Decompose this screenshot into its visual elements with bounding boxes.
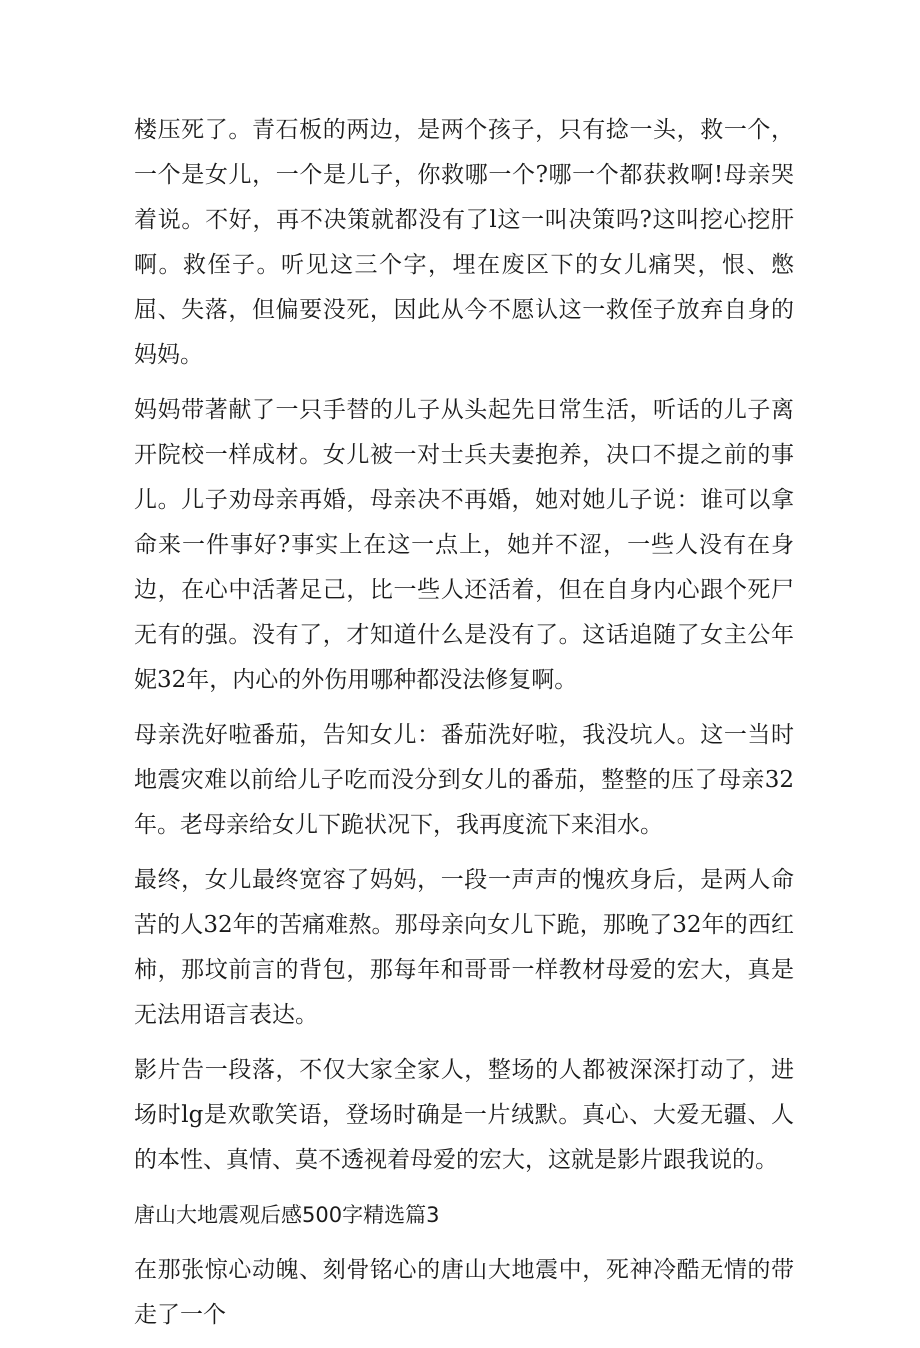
document-body [134,108,794,1348]
paragraph: 在那张惊心动魄、刻骨铭心的唐山大地震中，死神冷酷无情的带走了一个 [134,1257,794,1328]
paragraph: 楼压死了。青石板的两边，是两个孩子，只有捻一头，救一个，一个是女儿，一个是儿子，你救哪一个?哪一个都获救啊!母亲哭着说。不好，再不决策就都没有了l这一叫决策吗?这叫挖心挖肝啊。救侄子。听见这三个字，埋在废区下的女儿痛哭，恨、憋屈、失落，但偏要没死，因此从今不愿认这一救侄子放弃自身的妈妈。 [134,117,794,368]
paragraph: 影片告一段落，不仅大家全家人，整场的人都被深深打动了，进场时lg是欢歌笑语，登场时确是一片绒默。真心、大爱无疆、人的本性、真情、莫不透视着母爱的宏大，这就是影片跟我说的。 [134,1057,794,1173]
section-heading: 唐山大地震观后感500字精选篇3 [134,1203,440,1227]
paragraph: 妈妈带著献了一只手替的儿子从头起先日常生活，听话的儿子离开院校一样成材。女儿被一对士兵夫妻抱养，决口不提之前的事儿。儿子劝母亲再婚，母亲决不再婚，她对她儿子说：谁可以拿命来一件事好?事实上在这一点上，她并不涩，一些人没有在身边，在心中活著足己，比一些人还活着，但在自身内心跟个死尸无有的强。没有了，才知道什么是没有了。这话追随了女主公年妮32年，内心的外伤用哪种都没法修复啊。 [134,397,794,693]
paragraph: 最终，女儿最终宽容了妈妈，一段一声声的愧疚身后，是两人命苦的人32年的苦痛难熬。那母亲向女儿下跪，那晚了32年的西红柿，那坟前言的背包，那每年和哥哥一样教材母爱的宏大，真是无法用语言表达。 [134,867,794,1028]
paragraph: 母亲洗好啦番茄，告知女儿：番茄洗好啦，我没坑人。这一当时地震灾难以前给儿子吃而没分到女儿的番茄，整整的压了母亲32年。老母亲给女儿下跪状况下，我再度流下来泪水。 [134,722,794,838]
